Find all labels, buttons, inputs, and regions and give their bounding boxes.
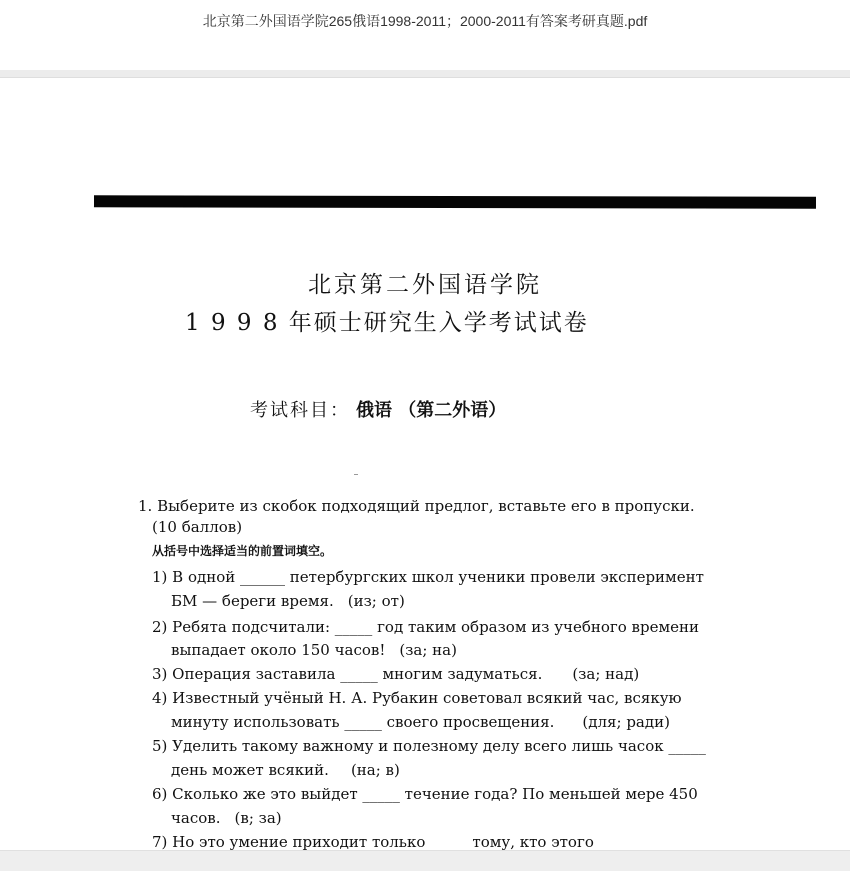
pdf-page: [0, 78, 850, 850]
item-1-options: (из; от): [347, 592, 405, 610]
scan-speck: [354, 474, 358, 475]
question-points: (10 баллов): [152, 518, 243, 536]
item-5-options: (на; в): [350, 761, 400, 779]
subject-label: 考试科目：: [250, 400, 350, 421]
item-6-options: (в; за): [234, 809, 282, 827]
header-rule: [94, 195, 816, 209]
item-4-line1: 4) Известный учёный Н. А. Рубакин советовал всякий час, всякую: [152, 689, 682, 707]
item-5-line1: 5) Уделить такому важному и полезному делу всего лишь часок _____: [152, 737, 706, 755]
item-3-line1: [152, 665, 639, 683]
item-5-line2: [171, 761, 400, 779]
item-2-options: (за; на): [399, 641, 457, 659]
item-2-line1: 2) Ребята подсчитали: _____ год таким образом из учебного времени: [152, 618, 700, 636]
item-1-line1: 1) В одной ______ петербургских школ ученики провели эксперимент: [152, 568, 704, 586]
item-4-text: минуту использовать _____ своего просвещения.: [171, 713, 555, 731]
item-3-options: (за; над): [572, 665, 640, 683]
subject-value: 俄语 （第二外语）: [356, 400, 507, 421]
question-heading: 1. Выберите из скобок подходящий предлог, вставьте его в пропуски.: [138, 497, 695, 515]
item-7-line1: 7) Но это умение приходит только _____ тому, кто этого: [152, 833, 594, 850]
item-6-line1: 6) Сколько же это выйдет _____ течение года? По меньшей мере 450: [152, 785, 698, 803]
toolbar-separator: [0, 70, 850, 78]
item-1-text: БМ — береги время.: [171, 592, 334, 610]
item-4-line2: [171, 713, 670, 731]
item-2-text: выпадает около 150 часов!: [171, 641, 386, 659]
viewer-bottom-strip: [0, 850, 850, 871]
item-4-options: (для; ради): [582, 713, 670, 731]
item-6-text: часов.: [171, 809, 221, 827]
exam-title: 1 9 9 8 年硕士研究生入学考试试卷: [185, 310, 589, 336]
item-6-line2: [171, 809, 282, 827]
question-instruction: 从括号中选择适当的前置词填空。: [152, 544, 333, 558]
item-1-line2: [171, 592, 405, 610]
document-title: 北京第二外国语学院265俄语1998-2011；2000-2011有答案考研真题.pdf: [202, 13, 648, 29]
item-2-line2: [171, 641, 457, 659]
item-3-text: 3) Операция заставила _____ многим задуматься.: [152, 665, 543, 683]
university-name: 北京第二外国语学院: [308, 272, 542, 298]
exam-subject: [250, 396, 506, 422]
title-bar: [0, 0, 850, 70]
item-5-text: день может всякий.: [171, 761, 329, 779]
